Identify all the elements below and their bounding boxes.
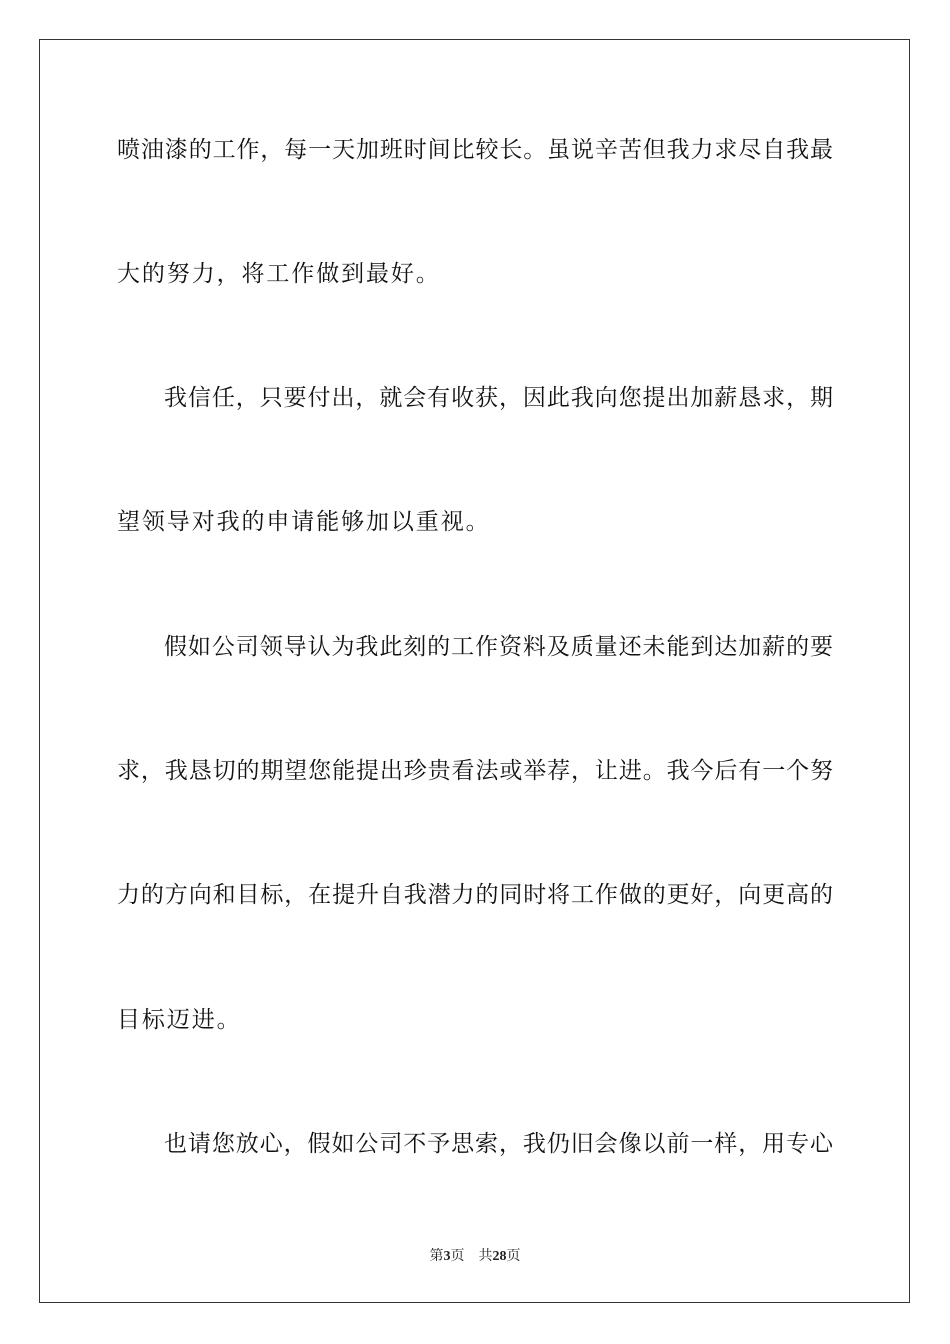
paragraph-1-line-2: 大的努力，将工作做到最好。	[117, 261, 441, 287]
page-footer	[0, 1247, 950, 1267]
paragraph-3-line-3: 力的方向和目标，在提升自我潜力的同时将工作做的更好，向更高的	[117, 882, 833, 908]
total-pages: 28	[492, 1249, 507, 1264]
page-border	[39, 39, 910, 1303]
paragraph-3-line-1: 假如公司领导认为我此刻的工作资料及质量还未能到达加薪的要	[164, 634, 833, 660]
paragraph-3-line-4: 目标迈进。	[117, 1007, 242, 1033]
paragraph-3-line-2: 求，我恳切的期望您能提出珍贵看法或举荐，让进。我今后有一个努	[117, 758, 833, 784]
total-suffix: 页	[506, 1249, 521, 1264]
paragraph-4-line-1: 也请您放心，假如公司不予思索，我仍旧会像以前一样，用专心	[164, 1131, 833, 1157]
paragraph-2-line-2: 望领导对我的申请能够加以重视。	[117, 509, 491, 535]
paragraph-1-line-1: 喷油漆的工作，每一天加班时间比较长。虽说辛苦但我力求尽自我最	[117, 137, 833, 163]
total-prefix: 共	[478, 1249, 493, 1264]
page-number: 3	[443, 1249, 451, 1264]
page-suffix: 页	[450, 1249, 465, 1264]
page-prefix: 第	[429, 1249, 444, 1264]
paragraph-2-line-1: 我信任，只要付出，就会有收获，因此我向您提出加薪恳求，期	[164, 385, 833, 411]
